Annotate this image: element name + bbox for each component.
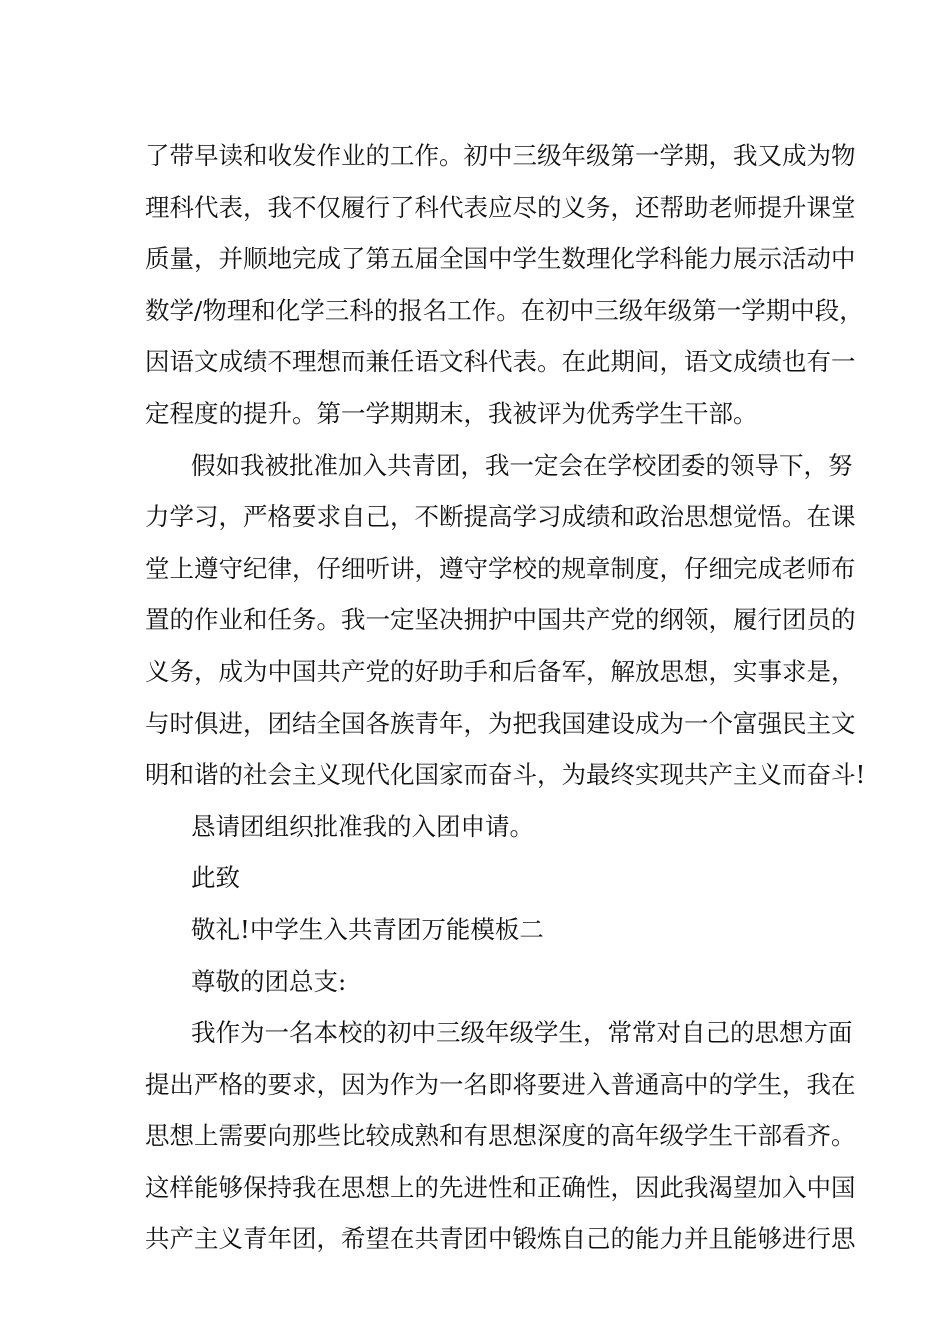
text-line: 与时俱进，团结全国各族青年，为把我国建设成为一个富强民主文 [145,708,856,738]
text-line: 定程度的提升。第一学期期末，我被评为优秀学生干部。 [145,398,758,428]
text-line: 因语文成绩不理想而兼任语文科代表。在此期间，语文成绩也有一 [145,347,856,377]
text-line: 共产主义青年团，希望在共青团中锻炼自己的能力并且能够进行思 [145,1224,856,1254]
text-line: 力学习，严格要求自己，不断提高学习成绩和政治思想觉悟。在课 [145,502,856,532]
text-line: 堂上遵守纪律，仔细听讲，遵守学校的规章制度，仔细完成老师布 [145,553,856,583]
text-line: 了带早读和收发作业的工作。初中三级年级第一学期，我又成为物 [145,141,856,170]
text-line: 此致 [191,863,240,893]
text-line: 明和谐的社会主义现代化国家而奋斗，为最终实现共产主义而奋斗! [145,760,866,790]
text-line: 义务，成为中国共产党的好助手和后备军，解放思想，实事求是， [145,656,856,686]
text-line: 这样能够保持我在思想上的先进性和正确性，因此我渴望加入中国 [145,1172,856,1202]
text-line: 置的作业和任务。我一定坚决拥护中国共产党的纲领，履行团员的 [145,605,856,635]
text-line: 质量，并顺地完成了第五届全国中学生数理化学科能力展示活动中 [145,244,856,274]
text-line: 我作为一名本校的初中三级年级学生，常常对自己的思想方面 [191,1018,853,1048]
text-line: 假如我被批准加入共青团，我一定会在学校团委的领导下，努 [191,450,853,480]
text-line: 提出严格的要求，因为作为一名即将要进入普通高中的学生，我在 [145,1069,856,1099]
text-line: 尊敬的团总支: [191,966,347,996]
text-line: 敬礼!中学生入共青团万能模板二 [191,914,544,944]
document-body [145,130,866,1265]
text-line: 数学/物理和化学三科的报名工作。在初中三级年级第一学期中段， [145,295,864,325]
text-line: 理科代表，我不仅履行了科代表应尽的义务，还帮助老师提升课堂 [145,192,856,222]
text-line: 恳请团组织批准我的入团申请。 [191,811,534,841]
text-line: 思想上需要向那些比较成熟和有思想深度的高年级学生干部看齐。 [145,1121,856,1151]
